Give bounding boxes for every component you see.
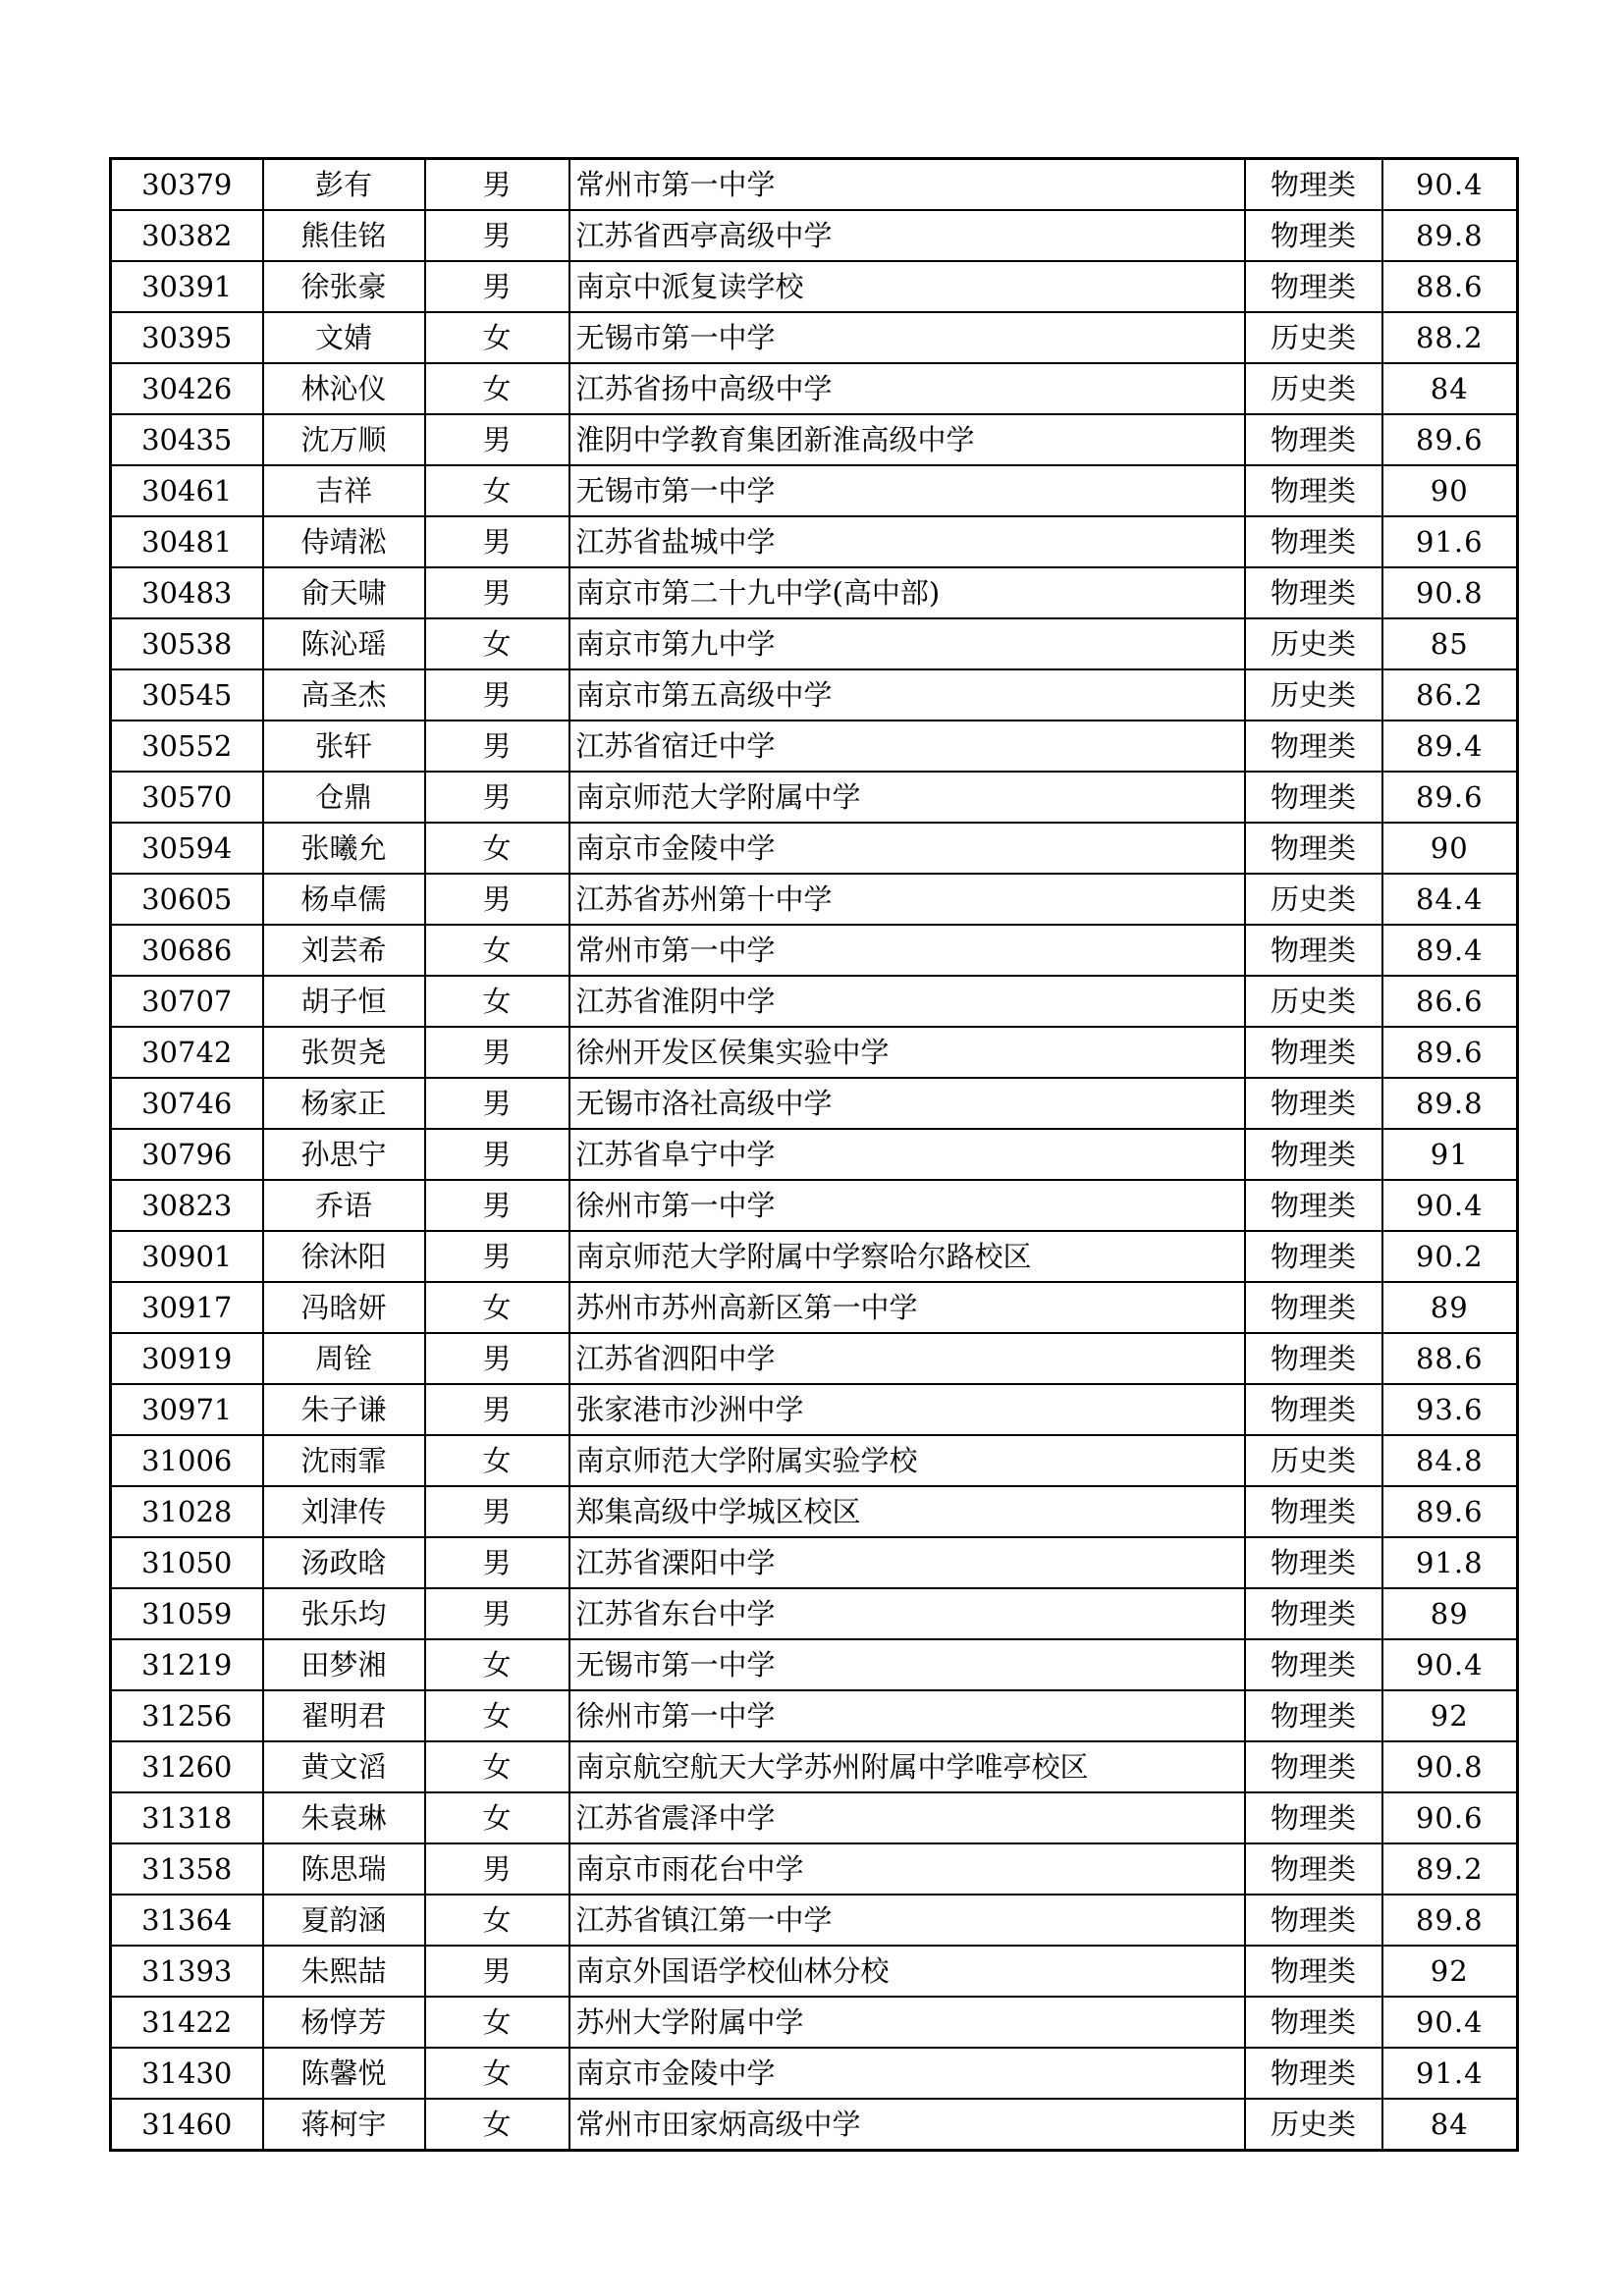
student-id-cell: 30594 [111, 823, 263, 874]
table-row [111, 1486, 1518, 1537]
records-table [109, 157, 1519, 2152]
school-cell: 江苏省溧阳中学 [569, 1537, 1245, 1588]
student-id-cell: 30707 [111, 976, 263, 1027]
gender-cell: 男 [425, 1588, 569, 1639]
student-id-cell: 30483 [111, 567, 263, 618]
student-name-cell: 冯晗妍 [263, 1282, 425, 1333]
table-row [111, 1639, 1518, 1690]
subject-category-cell: 物理类 [1245, 772, 1382, 823]
gender-cell: 女 [425, 312, 569, 363]
table-row [111, 159, 1518, 211]
student-id-cell: 30605 [111, 874, 263, 925]
subject-category-cell: 物理类 [1245, 1690, 1382, 1741]
student-id-cell: 30823 [111, 1180, 263, 1231]
student-name-cell: 朱袁琳 [263, 1792, 425, 1843]
student-name-cell: 陈思瑞 [263, 1843, 425, 1895]
score-cell: 89.8 [1382, 1078, 1518, 1129]
subject-category-cell: 物理类 [1245, 1384, 1382, 1435]
student-name-cell: 张贺尧 [263, 1027, 425, 1078]
school-cell: 苏州市苏州高新区第一中学 [569, 1282, 1245, 1333]
gender-cell: 男 [425, 516, 569, 567]
gender-cell: 女 [425, 2048, 569, 2099]
gender-cell: 男 [425, 261, 569, 312]
school-cell: 江苏省扬中高级中学 [569, 363, 1245, 414]
student-id-cell: 31219 [111, 1639, 263, 1690]
table-row [111, 516, 1518, 567]
subject-category-cell: 物理类 [1245, 1741, 1382, 1792]
table-row [111, 2048, 1518, 2099]
gender-cell: 女 [425, 1792, 569, 1843]
student-name-cell: 孙思宁 [263, 1129, 425, 1180]
subject-category-cell: 物理类 [1245, 567, 1382, 618]
student-id-cell: 30742 [111, 1027, 263, 1078]
table-row [111, 772, 1518, 823]
score-cell: 89.4 [1382, 721, 1518, 772]
subject-category-cell: 物理类 [1245, 1946, 1382, 1997]
school-cell: 无锡市洛社高级中学 [569, 1078, 1245, 1129]
gender-cell: 女 [425, 1741, 569, 1792]
subject-category-cell: 物理类 [1245, 1078, 1382, 1129]
table-row [111, 1231, 1518, 1282]
gender-cell: 男 [425, 1180, 569, 1231]
gender-cell: 男 [425, 669, 569, 721]
table-row [111, 1078, 1518, 1129]
student-name-cell: 黄文滔 [263, 1741, 425, 1792]
subject-category-cell: 物理类 [1245, 516, 1382, 567]
score-cell: 90.8 [1382, 567, 1518, 618]
gender-cell: 女 [425, 1639, 569, 1690]
school-cell: 无锡市第一中学 [569, 1639, 1245, 1690]
school-cell: 江苏省苏州第十中学 [569, 874, 1245, 925]
student-id-cell: 30796 [111, 1129, 263, 1180]
student-name-cell: 沈万顺 [263, 414, 425, 465]
subject-category-cell: 物理类 [1245, 261, 1382, 312]
student-name-cell: 张乐均 [263, 1588, 425, 1639]
school-cell: 南京外国语学校仙林分校 [569, 1946, 1245, 1997]
subject-category-cell: 历史类 [1245, 669, 1382, 721]
student-id-cell: 30545 [111, 669, 263, 721]
student-name-cell: 徐沐阳 [263, 1231, 425, 1282]
student-id-cell: 31050 [111, 1537, 263, 1588]
score-cell: 89 [1382, 1588, 1518, 1639]
subject-category-cell: 历史类 [1245, 976, 1382, 1027]
student-id-cell: 30686 [111, 925, 263, 976]
score-cell: 88.2 [1382, 312, 1518, 363]
school-cell: 江苏省西亭高级中学 [569, 210, 1245, 261]
student-name-cell: 胡子恒 [263, 976, 425, 1027]
table-row [111, 210, 1518, 261]
school-cell: 徐州市第一中学 [569, 1180, 1245, 1231]
student-id-cell: 31028 [111, 1486, 263, 1537]
score-cell: 90.4 [1382, 1180, 1518, 1231]
table-row [111, 1282, 1518, 1333]
table-row [111, 874, 1518, 925]
gender-cell: 女 [425, 618, 569, 669]
school-cell: 南京师范大学附属中学 [569, 772, 1245, 823]
student-id-cell: 30379 [111, 159, 263, 211]
gender-cell: 女 [425, 1895, 569, 1946]
gender-cell: 男 [425, 1946, 569, 1997]
school-cell: 南京师范大学附属中学察哈尔路校区 [569, 1231, 1245, 1282]
student-name-cell: 汤政晗 [263, 1537, 425, 1588]
school-cell: 江苏省东台中学 [569, 1588, 1245, 1639]
subject-category-cell: 物理类 [1245, 1282, 1382, 1333]
score-cell: 88.6 [1382, 1333, 1518, 1384]
subject-category-cell: 物理类 [1245, 925, 1382, 976]
table-row [111, 1946, 1518, 1997]
student-name-cell: 俞天啸 [263, 567, 425, 618]
student-name-cell: 高圣杰 [263, 669, 425, 721]
student-id-cell: 31358 [111, 1843, 263, 1895]
student-id-cell: 31460 [111, 2099, 263, 2151]
subject-category-cell: 物理类 [1245, 1843, 1382, 1895]
subject-category-cell: 物理类 [1245, 1895, 1382, 1946]
student-id-cell: 31260 [111, 1741, 263, 1792]
student-name-cell: 仓鼎 [263, 772, 425, 823]
gender-cell: 男 [425, 1129, 569, 1180]
student-id-cell: 30917 [111, 1282, 263, 1333]
school-cell: 张家港市沙洲中学 [569, 1384, 1245, 1435]
school-cell: 南京市第五高级中学 [569, 669, 1245, 721]
score-cell: 89.6 [1382, 1486, 1518, 1537]
school-cell: 徐州市第一中学 [569, 1690, 1245, 1741]
student-id-cell: 31430 [111, 2048, 263, 2099]
score-cell: 84.8 [1382, 1435, 1518, 1486]
table-row [111, 1333, 1518, 1384]
subject-category-cell: 物理类 [1245, 1997, 1382, 2048]
table-row [111, 1843, 1518, 1895]
subject-category-cell: 物理类 [1245, 1588, 1382, 1639]
student-name-cell: 侍靖淞 [263, 516, 425, 567]
student-name-cell: 吉祥 [263, 465, 425, 516]
gender-cell: 女 [425, 363, 569, 414]
table-row [111, 1180, 1518, 1231]
score-cell: 86.6 [1382, 976, 1518, 1027]
subject-category-cell: 物理类 [1245, 1333, 1382, 1384]
score-cell: 90.4 [1382, 1639, 1518, 1690]
subject-category-cell: 物理类 [1245, 823, 1382, 874]
student-name-cell: 陈馨悦 [263, 2048, 425, 2099]
student-name-cell: 朱熙喆 [263, 1946, 425, 1997]
school-cell: 江苏省阜宁中学 [569, 1129, 1245, 1180]
gender-cell: 女 [425, 925, 569, 976]
score-cell: 89.6 [1382, 772, 1518, 823]
student-id-cell: 30746 [111, 1078, 263, 1129]
school-cell: 常州市田家炳高级中学 [569, 2099, 1245, 2151]
table-row [111, 1690, 1518, 1741]
table-row [111, 925, 1518, 976]
student-name-cell: 张曦允 [263, 823, 425, 874]
gender-cell: 男 [425, 159, 569, 211]
student-id-cell: 30552 [111, 721, 263, 772]
gender-cell: 女 [425, 465, 569, 516]
subject-category-cell: 历史类 [1245, 363, 1382, 414]
student-name-cell: 翟明君 [263, 1690, 425, 1741]
subject-category-cell: 物理类 [1245, 1027, 1382, 1078]
student-name-cell: 沈雨霏 [263, 1435, 425, 1486]
student-name-cell: 刘津传 [263, 1486, 425, 1537]
student-id-cell: 31422 [111, 1997, 263, 2048]
table-row [111, 823, 1518, 874]
score-cell: 89.8 [1382, 210, 1518, 261]
gender-cell: 男 [425, 567, 569, 618]
score-cell: 89.6 [1382, 1027, 1518, 1078]
school-cell: 江苏省镇江第一中学 [569, 1895, 1245, 1946]
subject-category-cell: 物理类 [1245, 1231, 1382, 1282]
student-name-cell: 周铨 [263, 1333, 425, 1384]
subject-category-cell: 历史类 [1245, 874, 1382, 925]
subject-category-cell: 物理类 [1245, 1129, 1382, 1180]
gender-cell: 男 [425, 1078, 569, 1129]
score-cell: 89.2 [1382, 1843, 1518, 1895]
gender-cell: 男 [425, 1231, 569, 1282]
score-cell: 90 [1382, 465, 1518, 516]
gender-cell: 男 [425, 414, 569, 465]
student-name-cell: 熊佳铭 [263, 210, 425, 261]
gender-cell: 男 [425, 210, 569, 261]
subject-category-cell: 物理类 [1245, 1792, 1382, 1843]
score-cell: 90.6 [1382, 1792, 1518, 1843]
score-cell: 89.6 [1382, 414, 1518, 465]
school-cell: 常州市第一中学 [569, 159, 1245, 211]
student-id-cell: 30901 [111, 1231, 263, 1282]
score-cell: 84.4 [1382, 874, 1518, 925]
student-id-cell: 30919 [111, 1333, 263, 1384]
student-id-cell: 30570 [111, 772, 263, 823]
gender-cell: 男 [425, 1486, 569, 1537]
table-row [111, 1997, 1518, 2048]
records-table-body [111, 159, 1518, 2151]
table-row [111, 1741, 1518, 1792]
table-row [111, 1027, 1518, 1078]
school-cell: 南京市第九中学 [569, 618, 1245, 669]
school-cell: 淮阴中学教育集团新淮高级中学 [569, 414, 1245, 465]
table-row [111, 976, 1518, 1027]
table-row [111, 414, 1518, 465]
student-id-cell: 30481 [111, 516, 263, 567]
table-row [111, 567, 1518, 618]
student-name-cell: 杨惇芳 [263, 1997, 425, 2048]
student-id-cell: 30435 [111, 414, 263, 465]
student-id-cell: 31364 [111, 1895, 263, 1946]
school-cell: 南京市雨花台中学 [569, 1843, 1245, 1895]
gender-cell: 男 [425, 1333, 569, 1384]
student-name-cell: 陈沁瑶 [263, 618, 425, 669]
school-cell: 无锡市第一中学 [569, 312, 1245, 363]
score-cell: 86.2 [1382, 669, 1518, 721]
student-name-cell: 张轩 [263, 721, 425, 772]
score-cell: 89.4 [1382, 925, 1518, 976]
subject-category-cell: 历史类 [1245, 312, 1382, 363]
gender-cell: 女 [425, 1435, 569, 1486]
subject-category-cell: 物理类 [1245, 2048, 1382, 2099]
table-row [111, 1792, 1518, 1843]
subject-category-cell: 物理类 [1245, 1180, 1382, 1231]
student-id-cell: 31006 [111, 1435, 263, 1486]
table-row [111, 1537, 1518, 1588]
gender-cell: 女 [425, 2099, 569, 2151]
school-cell: 常州市第一中学 [569, 925, 1245, 976]
gender-cell: 男 [425, 1537, 569, 1588]
score-cell: 89.8 [1382, 1895, 1518, 1946]
table-row [111, 1129, 1518, 1180]
school-cell: 江苏省泗阳中学 [569, 1333, 1245, 1384]
student-id-cell: 30391 [111, 261, 263, 312]
table-row [111, 618, 1518, 669]
gender-cell: 男 [425, 1843, 569, 1895]
subject-category-cell: 物理类 [1245, 721, 1382, 772]
student-name-cell: 刘芸希 [263, 925, 425, 976]
gender-cell: 女 [425, 976, 569, 1027]
student-id-cell: 31318 [111, 1792, 263, 1843]
score-cell: 92 [1382, 1946, 1518, 1997]
school-cell: 南京市第二十九中学(高中部) [569, 567, 1245, 618]
subject-category-cell: 物理类 [1245, 1537, 1382, 1588]
score-cell: 89 [1382, 1282, 1518, 1333]
table-row [111, 1588, 1518, 1639]
table-row [111, 465, 1518, 516]
table-row [111, 312, 1518, 363]
school-cell: 江苏省盐城中学 [569, 516, 1245, 567]
score-cell: 91.8 [1382, 1537, 1518, 1588]
score-cell: 90.4 [1382, 1997, 1518, 2048]
school-cell: 郑集高级中学城区校区 [569, 1486, 1245, 1537]
gender-cell: 女 [425, 1997, 569, 2048]
score-cell: 84 [1382, 2099, 1518, 2151]
subject-category-cell: 物理类 [1245, 465, 1382, 516]
school-cell: 南京中派复读学校 [569, 261, 1245, 312]
score-cell: 91.6 [1382, 516, 1518, 567]
table-row [111, 261, 1518, 312]
student-name-cell: 杨家正 [263, 1078, 425, 1129]
gender-cell: 男 [425, 772, 569, 823]
score-cell: 85 [1382, 618, 1518, 669]
student-name-cell: 乔语 [263, 1180, 425, 1231]
school-cell: 江苏省淮阴中学 [569, 976, 1245, 1027]
score-cell: 91.4 [1382, 2048, 1518, 2099]
gender-cell: 男 [425, 1384, 569, 1435]
student-name-cell: 田梦湘 [263, 1639, 425, 1690]
student-id-cell: 30538 [111, 618, 263, 669]
subject-category-cell: 历史类 [1245, 2099, 1382, 2151]
student-id-cell: 31059 [111, 1588, 263, 1639]
student-name-cell: 文婧 [263, 312, 425, 363]
table-row [111, 669, 1518, 721]
student-id-cell: 30426 [111, 363, 263, 414]
student-id-cell: 31393 [111, 1946, 263, 1997]
score-cell: 90.8 [1382, 1741, 1518, 1792]
student-name-cell: 彭有 [263, 159, 425, 211]
student-id-cell: 30461 [111, 465, 263, 516]
school-cell: 南京市金陵中学 [569, 2048, 1245, 2099]
school-cell: 江苏省震泽中学 [569, 1792, 1245, 1843]
score-cell: 93.6 [1382, 1384, 1518, 1435]
gender-cell: 男 [425, 1027, 569, 1078]
student-name-cell: 杨卓儒 [263, 874, 425, 925]
gender-cell: 女 [425, 1282, 569, 1333]
gender-cell: 女 [425, 823, 569, 874]
table-row [111, 1384, 1518, 1435]
school-cell: 南京师范大学附属实验学校 [569, 1435, 1245, 1486]
score-cell: 90 [1382, 823, 1518, 874]
student-name-cell: 林沁仪 [263, 363, 425, 414]
student-id-cell: 30971 [111, 1384, 263, 1435]
gender-cell: 男 [425, 874, 569, 925]
school-cell: 江苏省宿迁中学 [569, 721, 1245, 772]
gender-cell: 男 [425, 721, 569, 772]
student-name-cell: 夏韵涵 [263, 1895, 425, 1946]
student-name-cell: 朱子谦 [263, 1384, 425, 1435]
school-cell: 无锡市第一中学 [569, 465, 1245, 516]
student-id-cell: 30395 [111, 312, 263, 363]
student-name-cell: 徐张豪 [263, 261, 425, 312]
table-row [111, 1435, 1518, 1486]
score-cell: 84 [1382, 363, 1518, 414]
student-id-cell: 31256 [111, 1690, 263, 1741]
subject-category-cell: 物理类 [1245, 159, 1382, 211]
gender-cell: 女 [425, 1690, 569, 1741]
school-cell: 徐州开发区侯集实验中学 [569, 1027, 1245, 1078]
table-row [111, 721, 1518, 772]
subject-category-cell: 物理类 [1245, 414, 1382, 465]
subject-category-cell: 物理类 [1245, 210, 1382, 261]
subject-category-cell: 物理类 [1245, 1639, 1382, 1690]
score-cell: 90.4 [1382, 159, 1518, 211]
school-cell: 南京航空航天大学苏州附属中学唯亭校区 [569, 1741, 1245, 1792]
score-cell: 92 [1382, 1690, 1518, 1741]
score-cell: 90.2 [1382, 1231, 1518, 1282]
table-row [111, 1895, 1518, 1946]
score-cell: 91 [1382, 1129, 1518, 1180]
table-row [111, 363, 1518, 414]
score-cell: 88.6 [1382, 261, 1518, 312]
school-cell: 苏州大学附属中学 [569, 1997, 1245, 2048]
subject-category-cell: 物理类 [1245, 1486, 1382, 1537]
table-row [111, 2099, 1518, 2151]
school-cell: 南京市金陵中学 [569, 823, 1245, 874]
student-id-cell: 30382 [111, 210, 263, 261]
subject-category-cell: 历史类 [1245, 618, 1382, 669]
subject-category-cell: 历史类 [1245, 1435, 1382, 1486]
student-name-cell: 蒋柯宇 [263, 2099, 425, 2151]
